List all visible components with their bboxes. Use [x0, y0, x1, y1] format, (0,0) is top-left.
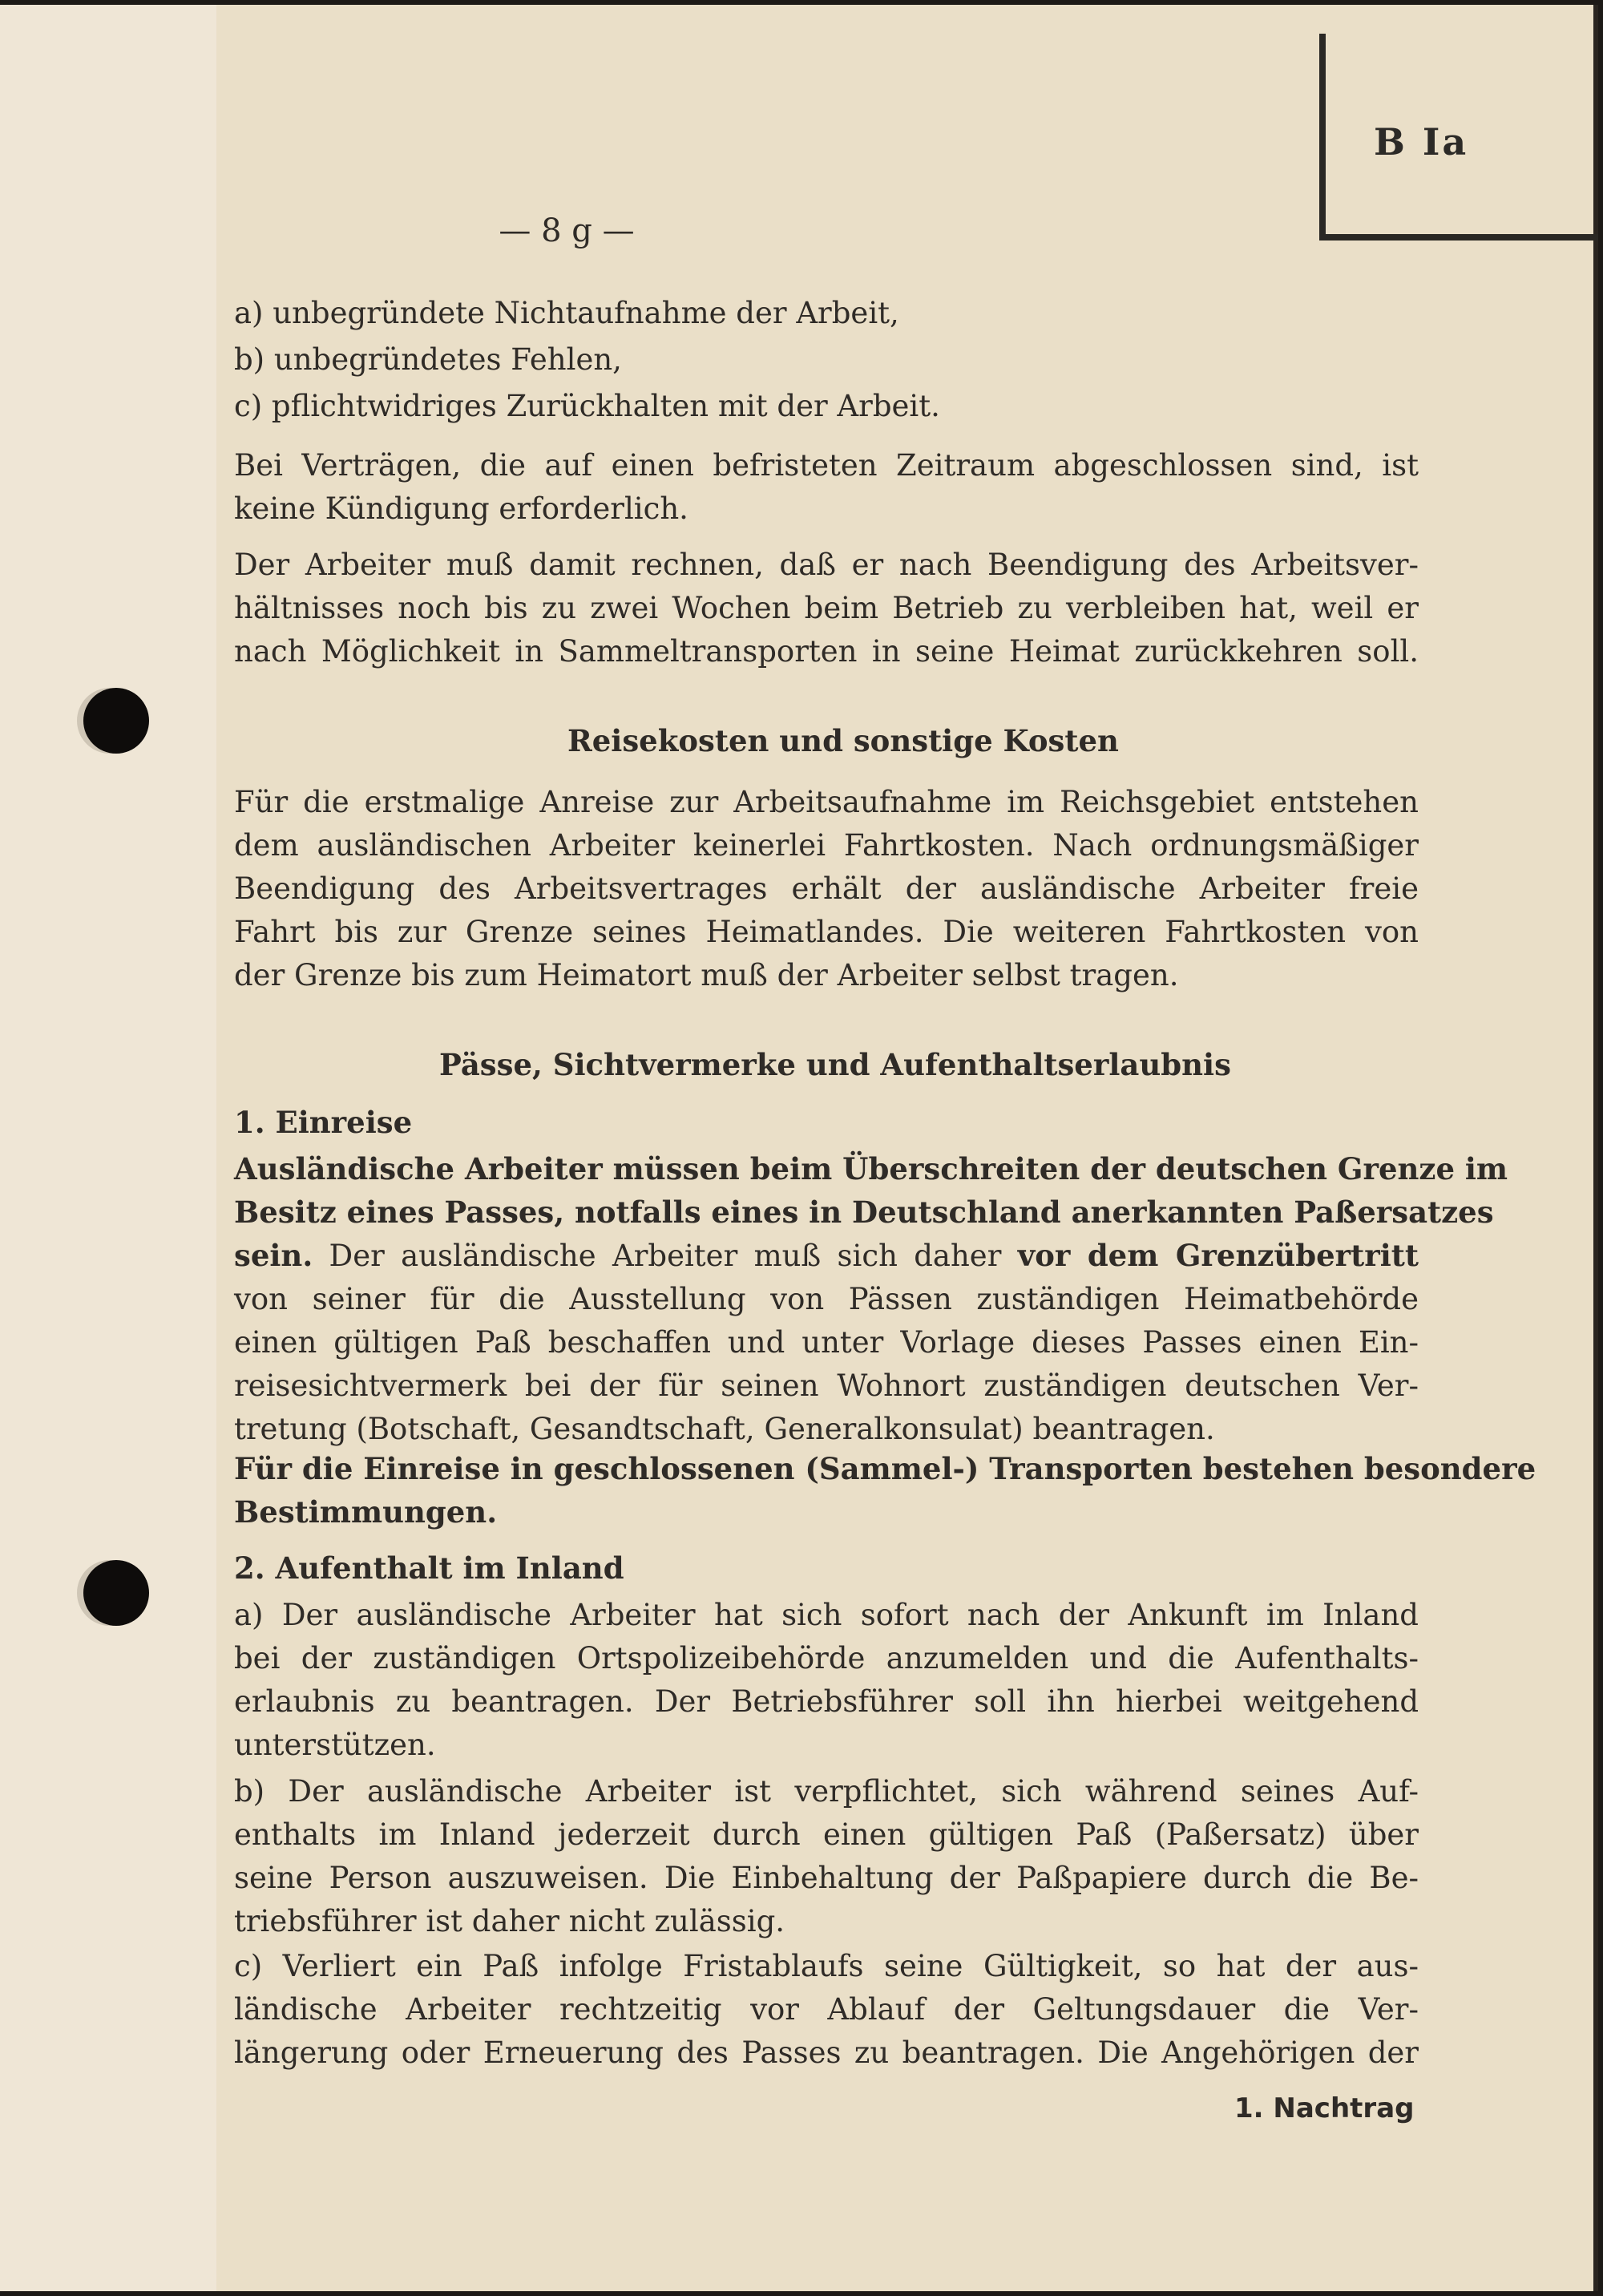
paragraph-line: ländische Arbeiter rechtzeitig vor Ablauf der Geltungsdauer die Ver-: [234, 1992, 1419, 2027]
paragraph-line: erlaubnis zu beantragen. Der Betriebsführer soll ihn hierbei weitgehend: [234, 1684, 1419, 1719]
paragraph-line: der Grenze bis zum Heimatort muß der Arbeiter selbst tragen.: [234, 958, 1179, 992]
punch-hole-icon: [83, 1560, 149, 1626]
paragraph-line: reisesichtvermerk bei der für seinen Wohnort zuständigen deutschen Ver-: [234, 1368, 1419, 1403]
paragraph-line: längerung oder Erneuerung des Passes zu beantragen. Die Angehörigen der: [234, 2035, 1419, 2070]
paragraph-line: Für die erstmalige Anreise zur Arbeitsaufnahme im Reichsgebiet entstehen: [234, 785, 1419, 819]
section-tab-label: B Ia: [1374, 120, 1469, 164]
bold-span: sein.: [234, 1238, 313, 1273]
subsection-heading-einreise: 1. Einreise: [234, 1105, 413, 1140]
paragraph-line: a) Der ausländische Arbeiter hat sich sofort nach der Ankunft im Inland: [234, 1598, 1419, 1632]
page-margin: [0, 5, 216, 2291]
paragraph-line: keine Kündigung erforderlich.: [234, 491, 688, 526]
paragraph-line: unterstützen.: [234, 1728, 436, 1762]
paragraph-line: Der Arbeiter muß damit rechnen, daß er nach Beendigung des Arbeitsver-: [234, 548, 1419, 582]
paragraph-line: tretung (Botschaft, Gesandtschaft, Generalkonsulat) beantragen.: [234, 1412, 1215, 1446]
paragraph-line-bold: Bestimmungen.: [234, 1494, 498, 1530]
normal-span: Der ausländische Arbeiter muß sich daher: [313, 1239, 1018, 1273]
paragraph-line-bold: Besitz eines Passes, notfalls eines in Deutschland anerkannten Paßersatzes: [234, 1194, 1494, 1230]
paragraph-line: c) Verliert ein Paß infolge Fristablaufs seine Gültigkeit, so hat der aus-: [234, 1949, 1419, 1983]
paragraph-line: enthalts im Inland jederzeit durch einen gültigen Paß (Paßersatz) über: [234, 1817, 1419, 1852]
section-tab-box: [1319, 34, 1598, 241]
paragraph-line-bold: Für die Einreise in geschlossenen (Sammel-) Transporten bestehen besondere: [234, 1451, 1536, 1486]
paragraph-line: Fahrt bis zur Grenze seines Heimatlandes. Die weiteren Fahrtkosten von: [234, 915, 1419, 949]
page-number: — 8 g —: [499, 212, 635, 249]
paragraph-line: Bei Verträgen, die auf einen befristeten Zeitraum abgeschlossen sind, ist: [234, 448, 1419, 483]
paragraph-line: dem ausländischen Arbeiter keinerlei Fahrtkosten. Nach ordnungsmäßiger: [234, 828, 1419, 863]
paragraph-line: b) Der ausländische Arbeiter ist verpflichtet, sich während seines Auf-: [234, 1774, 1419, 1809]
list-item-b: b) unbegründetes Fehlen,: [234, 342, 622, 377]
paragraph-line: einen gültigen Paß beschaffen und unter Vorlage dieses Passes einen Ein-: [234, 1325, 1419, 1360]
page-edge-shadow: [1593, 5, 1598, 2291]
paragraph-line: hältnisses noch bis zu zwei Wochen beim Betrieb zu verbleiben hat, weil er: [234, 591, 1419, 625]
document-page: [0, 5, 1598, 2291]
paragraph-line: bei der zuständigen Ortspolizeibehörde anzumelden und die Aufenthalts-: [234, 1641, 1419, 1676]
punch-hole-icon: [83, 688, 149, 754]
paragraph-line-bold: Ausländische Arbeiter müssen beim Überschreiten der deutschen Grenze im: [234, 1151, 1508, 1186]
bold-span: vor dem Grenzübertritt: [1017, 1238, 1419, 1273]
section-heading-paesse: Pässe, Sichtvermerke und Aufenthaltserlaubnis: [439, 1047, 1231, 1082]
paragraph-line-mixed: [234, 1235, 1419, 1277]
list-item-a: a) unbegründete Nichtaufnahme der Arbeit,: [234, 296, 899, 330]
paragraph-line: Beendigung des Arbeitsvertrages erhält der ausländische Arbeiter freie: [234, 871, 1419, 906]
list-item-c: c) pflichtwidriges Zurückhalten mit der Arbeit.: [234, 389, 940, 423]
paragraph-line: nach Möglichkeit in Sammeltransporten in seine Heimat zurückkehren soll.: [234, 634, 1419, 669]
section-heading-reisekosten: Reisekosten und sonstige Kosten: [567, 723, 1119, 758]
subsection-heading-aufenthalt: 2. Aufenthalt im Inland: [234, 1550, 624, 1586]
paragraph-line: seine Person auszuweisen. Die Einbehaltung der Paßpapiere durch die Be-: [234, 1861, 1419, 1895]
paragraph-line: von seiner für die Ausstellung von Pässen zuständigen Heimatbehörde: [234, 1282, 1419, 1316]
footer-supplement-label: 1. Nachtrag: [1234, 2092, 1415, 2124]
paragraph-line: triebsführer ist daher nicht zulässig.: [234, 1904, 785, 1938]
